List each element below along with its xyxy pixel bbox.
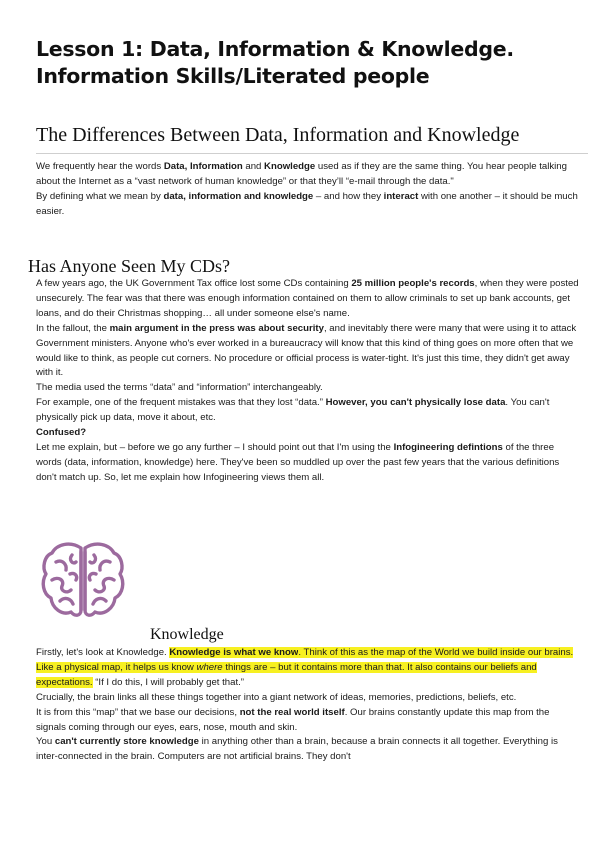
paragraph: It is from this “map” that we base our decisions, not the real world itself. Our brains constantly update this map from the signals coming through our eyes, ears, nose, mouth and skin. <box>36 706 550 733</box>
section-heading-cds: Has Anyone Seen My CDs? <box>28 256 230 276</box>
paragraph: We frequently hear the words Data, Information and Knowledge used as if they are the same thing. You hear people talking about the Internet as a “vast network of human knowledge” or that they’ll “e-mail through the data." <box>36 161 567 187</box>
paragraph: Confused? <box>36 427 87 439</box>
paragraph: Firstly, let's look at Knowledge. Knowledge is what we know. Think of this as the map of the World we build inside our brains. Like a physical map, it helps us know where things are – but it contains more than that. It also contains our beliefs and expectations. “If I do this, I will probably get that.” <box>36 647 574 688</box>
page-title <box>36 36 576 90</box>
paragraph: For example, one of the frequent mistakes was that they lost “data.” However, you can't physically lose data. You can't physically pick up data, move it about, etc. <box>36 397 550 424</box>
paragraph: By defining what we mean by data, information and knowledge – and how they interact with one another – it should be much easier. <box>36 190 578 217</box>
paragraph: Let me explain, but – before we go any further – I should point out that I'm using the Infogineering defintions of the three words (data, information, knowledge) here. They've been so muddled up over the past few years that the various definitions don't match up. So, let me explain how Infogineering views them all. <box>36 441 560 483</box>
heading-divider <box>36 153 588 154</box>
cds-text <box>36 277 581 486</box>
knowledge-text <box>36 646 581 765</box>
brain-icon <box>40 538 126 624</box>
section-heading-differences: The Differences Between Data, Information and Knowledge <box>36 124 520 146</box>
paragraph: You can't currently store knowledge in anything other than a brain, because a brain connects it all together. Everything is inter-connected in the brain. Computers are not artificial brains. They don't <box>36 736 558 763</box>
intro-text <box>36 160 581 220</box>
paragraph: In the fallout, the main argument in the press was about security, and inevitably there were many that were using it to attack Government ministers. Anyone who's ever worked in a bureaucracy will know that this kind of thing goes on more often that we would like to think, as people cut corners. No procedure or official process is water-tight. It's just this time, they didn't get away with it. <box>36 322 577 379</box>
paragraph: A few years ago, the UK Government Tax office lost some CDs containing 25 million people's records, when they were posted unsecurely. The fear was that there was enough information contained on them to allow criminals to set up bank accounts, get loans, and do their Christmas shopping… all under someone else's name. <box>36 278 579 319</box>
paragraph: Crucially, the brain links all these things together into a giant network of ideas, memories, predictions, beliefs, etc. <box>36 691 517 703</box>
title-line-1: Lesson 1: Data, Information & Knowledge. <box>36 37 514 61</box>
title-line-2: Information Skills/Literated people <box>36 64 430 88</box>
paragraph: The media used the terms “data” and “information” interchangeably. <box>36 382 323 394</box>
section-heading-knowledge: Knowledge <box>150 626 224 643</box>
